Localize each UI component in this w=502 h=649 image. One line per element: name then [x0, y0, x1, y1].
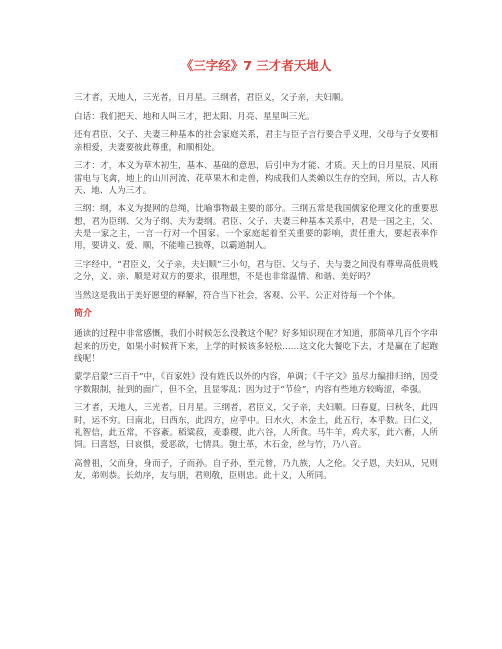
document-page — [74, 58, 438, 489]
paragraph: 三才者，天地人，三光者，日月星。三纲者，君臣义，父子亲，夫妇顺。曰春夏，曰秋冬，此四时，运不穷。曰南北，曰西东，此四方，应乎中。曰水火，木金土，此五行，本乎数。曰仁义，礼智信，此五常，不容紊。稻粱菽，麦黍稷，此六谷，人所食。马牛羊，鸡犬豕，此六畜，人所饲。曰喜怒，曰哀惧，爱恶欲，七情具。匏土革，木石金，丝与竹，乃八音。 — [74, 403, 438, 450]
paragraph: 通读的过程中非常感慨，我们小时候怎么没教这个呢？好多知识现在才知道，那简单几百个字串起来的历史，如果小时候背下来，上学的时候该多轻松……这文化大餐吃下去，才是赢在了起跑线呢！ — [74, 329, 438, 364]
section-heading: 简介 — [74, 309, 93, 320]
paragraph: 高曾祖，父而身，身而子，子而孙。自子孙，至元曾，乃九族，人之伦。父子恩，夫妇从，兄则友，弟则恭。长幼序，友与朋，君则敬，臣则忠。此十义，人所同。 — [74, 458, 438, 481]
paragraph: 蒙学启蒙“三百千”中，《百家姓》没有姓氏以外的内容，单调；《千字文》虽尽力编排归纳，因受字数限制，扯到的面广，但不全，且显零乱；因为过于“节俭”，内容有些地方较晦涩，牵强。 — [74, 372, 438, 395]
paragraph: 三才者，天地人，三光者，日月星。三纲者，君臣义，父子亲，夫妇顺。 — [74, 93, 350, 103]
paragraph: 三字经中，“君臣义，父子亲，夫妇顺”三小句，君与臣、父与子、夫与妻之间没有尊卑高低贵贱之分，义、亲、顺是对双方的要求，很理想，不是也非常温情、和谐、美好吗？ — [74, 259, 438, 282]
intro-section — [74, 92, 438, 302]
paragraph: 三才：才，本义为草木初生，基本、基础的意思，后引申为才能、才质。天上的日月星辰、风雨雷电与飞禽，地上的山川河流、花草果木和走兽，构成我们人类赖以生存的空间，所以，古人称天、地、人为三才。 — [74, 161, 438, 196]
page-title: 《三字经》7 三才者天地人 — [180, 58, 332, 73]
paragraph: 白话：我们把天、地和人叫三才，把太阳、月亮、星星叫三光。 — [74, 111, 315, 122]
paragraph: 三纲：纲，本义为提网的总绳，比喻事物最主要的部分。三纲五常是我国儒家伦理文化的重要思想，君为臣纲、父为子纲、夫为妻纲。君臣、父子、夫妻三种基本关系中，君是一国之主，父、夫是一家之主，一言一行对一个国家、一个家庭起着至关重要的影响，责任重大，要起表率作用，要讲义、爱、顺，不能唯己独尊，以霸道制人。 — [74, 204, 438, 252]
paragraph: 还有君臣、父子、夫妻三种基本的社会家庭关系，君主与臣子言行要合乎义理，父母与子女要相亲相爱，夫妻要彼此尊重，和顺相处。 — [74, 130, 438, 153]
main-section — [74, 328, 438, 482]
paragraph: 当然这是我出于美好愿望的释解，符合当下社会，客观、公平、公正对待每一个个体。 — [74, 290, 401, 301]
